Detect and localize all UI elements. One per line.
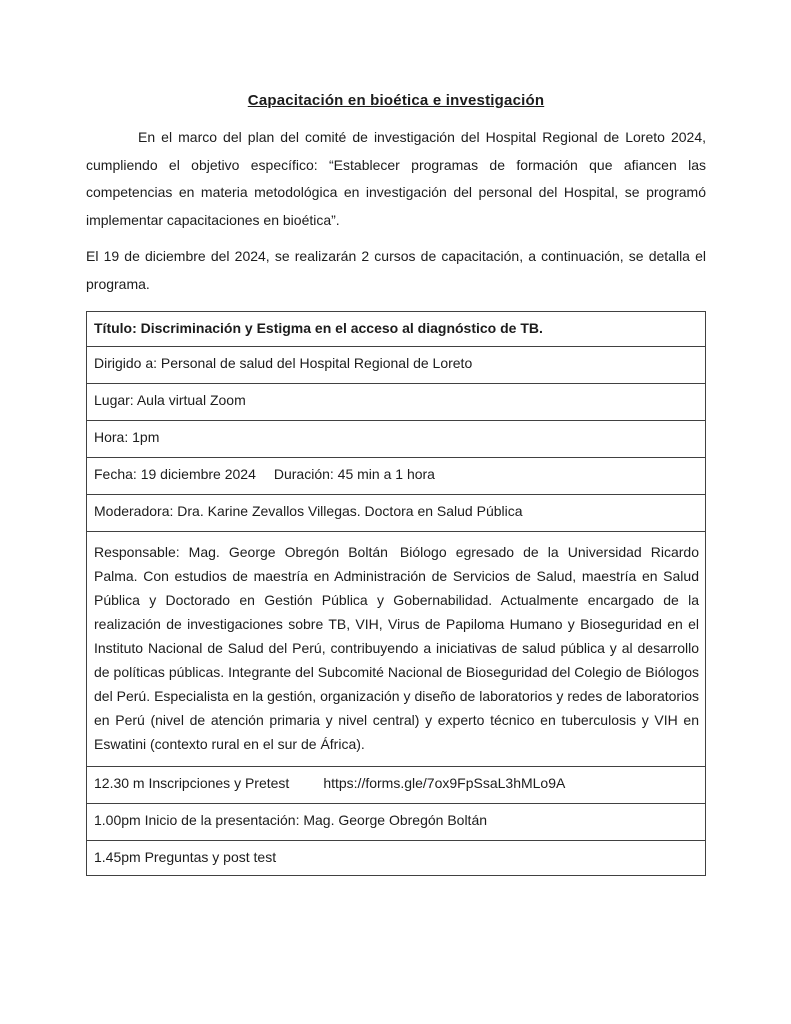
responsable-nombre: Responsable: Mag. George Obregón Boltán xyxy=(94,544,388,560)
table-row-fecha xyxy=(87,458,706,495)
dirigido-cell: Dirigido a: Personal de salud del Hospital Regional de Loreto xyxy=(87,347,706,384)
table-row-dirigido xyxy=(87,347,706,384)
table-row-preguntas xyxy=(87,841,706,876)
table-row-responsable xyxy=(87,532,706,767)
table-row-inicio xyxy=(87,804,706,841)
course-table xyxy=(86,311,706,876)
course-title-cell: Título: Discriminación y Estigma en el acceso al diagnóstico de TB. xyxy=(87,312,706,347)
table-row-titulo xyxy=(87,312,706,347)
document-page xyxy=(86,92,706,876)
duracion-text: Duración: 45 min a 1 hora xyxy=(273,466,435,482)
document-title: Capacitación en bioética e investigación xyxy=(247,92,545,109)
table-row-inscripciones xyxy=(87,767,706,804)
moderadora-cell: Moderadora: Dra. Karine Zevallos Villegas. Doctora en Salud Pública xyxy=(87,495,706,532)
course-table-body xyxy=(87,312,706,876)
inscripciones-text: 12.30 m Inscripciones y Pretest xyxy=(94,775,290,791)
pretest-form-url: https://forms.gle/7ox9FpSsaL3hMLo9A xyxy=(323,775,566,791)
schedule-paragraph: El 19 de diciembre del 2024, se realizarán 2 cursos de capacitación, a continuación, se detalla el programa. xyxy=(86,248,706,292)
intro-paragraph: En el marco del plan del comité de investigación del Hospital Regional de Loreto 2024, cumpliendo el objetivo específico: “Establecer programas de formación que afiancen las competencias en materia metodológica en investigación del personal del Hospital, se programó implementar capacitaciones en bioética”. xyxy=(86,129,706,228)
fecha-cell xyxy=(87,458,706,495)
fecha-text: Fecha: 19 diciembre 2024 xyxy=(94,466,256,482)
responsable-cell xyxy=(87,532,706,767)
lugar-cell: Lugar: Aula virtual Zoom xyxy=(87,384,706,421)
table-row-moderadora xyxy=(87,495,706,532)
responsable-bio: Biólogo egresado de la Universidad Ricardo Palma. Con estudios de maestría en Administración de Servicios de Salud, maestría en Salud Pública y Doctorado en Gestión Pública y Gobernabilidad. Actualmente encargado de la realización de investigaciones sobre TB, VIH, Virus de Papiloma Humano y Bioseguridad en el Instituto Nacional de Salud del Perú, contribuyendo a iniciativas de salud pública y al desarrollo de políticas públicas. Integrante del Subcomité Nacional de Bioseguridad del Colegio de Biólogos del Perú. Especialista en la gestión, organización y diseño de laboratorios y redes de laboratorios en Perú (nivel de atención primaria y nivel central) y experto técnico en tuberculosis y VIH en Eswatini (contexto rural en el sur de África). xyxy=(94,544,700,752)
inscripciones-cell xyxy=(87,767,706,804)
table-row-lugar xyxy=(87,384,706,421)
table-row-hora xyxy=(87,421,706,458)
hora-cell: Hora: 1pm xyxy=(87,421,706,458)
preguntas-cell: 1.45pm Preguntas y post test xyxy=(87,841,706,876)
inicio-cell: 1.00pm Inicio de la presentación: Mag. George Obregón Boltán xyxy=(87,804,706,841)
